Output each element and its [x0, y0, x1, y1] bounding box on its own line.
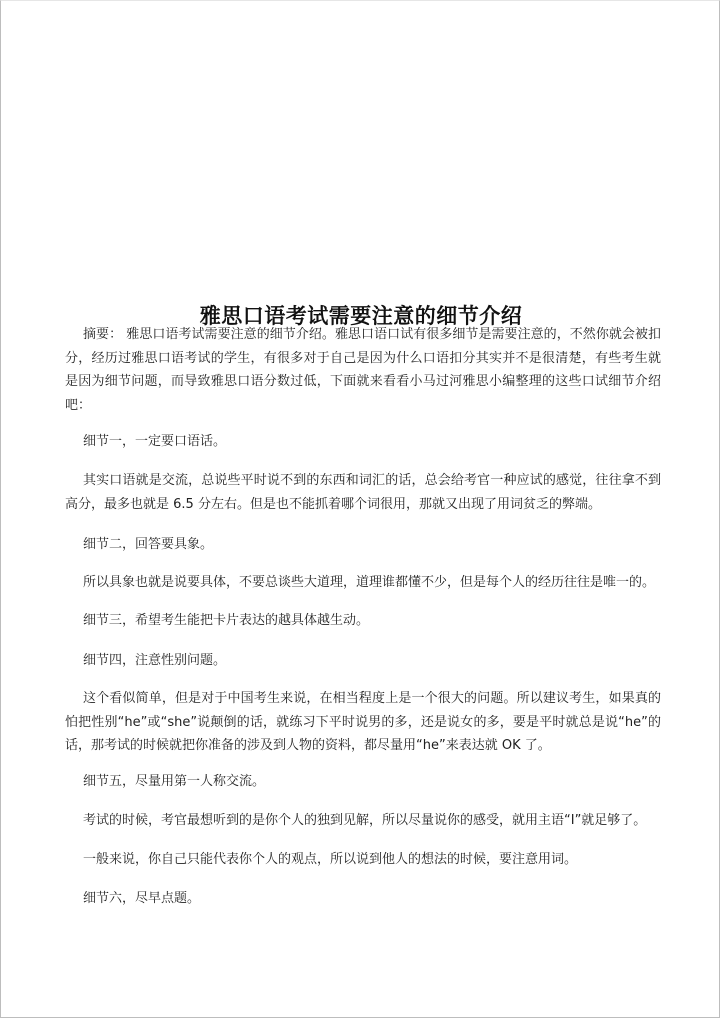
detail-2-heading: 细节二，回答要具象。 — [83, 537, 214, 552]
detail-3-heading: 细节三，希望考生能把卡片表达的越具体越生动。 — [83, 613, 370, 628]
detail-1-body: 其实口语就是交流，总说些平时说不到的东西和词汇的话，总会给考官一种应试的感觉，往往拿不到高分，最多也就是 6.5 分左右。但是也不能抓着哪个词很用，那就又出现了用词贫乏的弊端。 — [65, 473, 661, 512]
document-title: 雅思口语考试需要注意的细节介绍 — [199, 304, 523, 329]
detail-5-heading: 细节五，尽量用第一人称交流。 — [83, 774, 266, 789]
detail-5-body-2: 一般来说，你自己只能代表你个人的观点，所以说到他人的想法的时候，要注意用词。 — [83, 852, 578, 867]
detail-4-body: 这个看似简单，但是对于中国考生来说，在相当程度上是一个很大的问题。所以建议考生，如果真的怕把性别“he”或“she”说颠倒的话，就练习下平时说男的多，还是说女的多，要是平时就总是说“he”的话，那考试的时候就把你准备的涉及到人物的资料，都尽量用“he”来表达就 OK 了。 — [65, 691, 661, 753]
detail-2-body: 所以具象也就是说要具体，不要总谈些大道理，道理谁都懂不少，但是每个人的经历往往是唯一的。 — [83, 575, 656, 590]
detail-1-heading: 细节一，一定要口语话。 — [83, 434, 227, 449]
detail-6-heading: 细节六，尽早点题。 — [83, 891, 201, 906]
detail-5-body: 考试的时候，考官最想听到的是你个人的独到见解，所以尽量说你的感受，就用主语“I”就足够了。 — [83, 813, 647, 828]
detail-4-heading: 细节四，注意性别问题。 — [83, 653, 227, 668]
abstract-paragraph: 摘要： 雅思口语考试需要注意的细节介绍。雅思口语口试有很多细节是需要注意的，不然你就会被扣分，经历过雅思口语考试的学生，有很多对于自己是因为什么口语扣分其实并不是很清楚，有些考生就是因为细节问题，而导致雅思口语分数过低，下面就来看看小马过河雅思小编整理的这些口试细节介绍吧： — [65, 327, 661, 413]
